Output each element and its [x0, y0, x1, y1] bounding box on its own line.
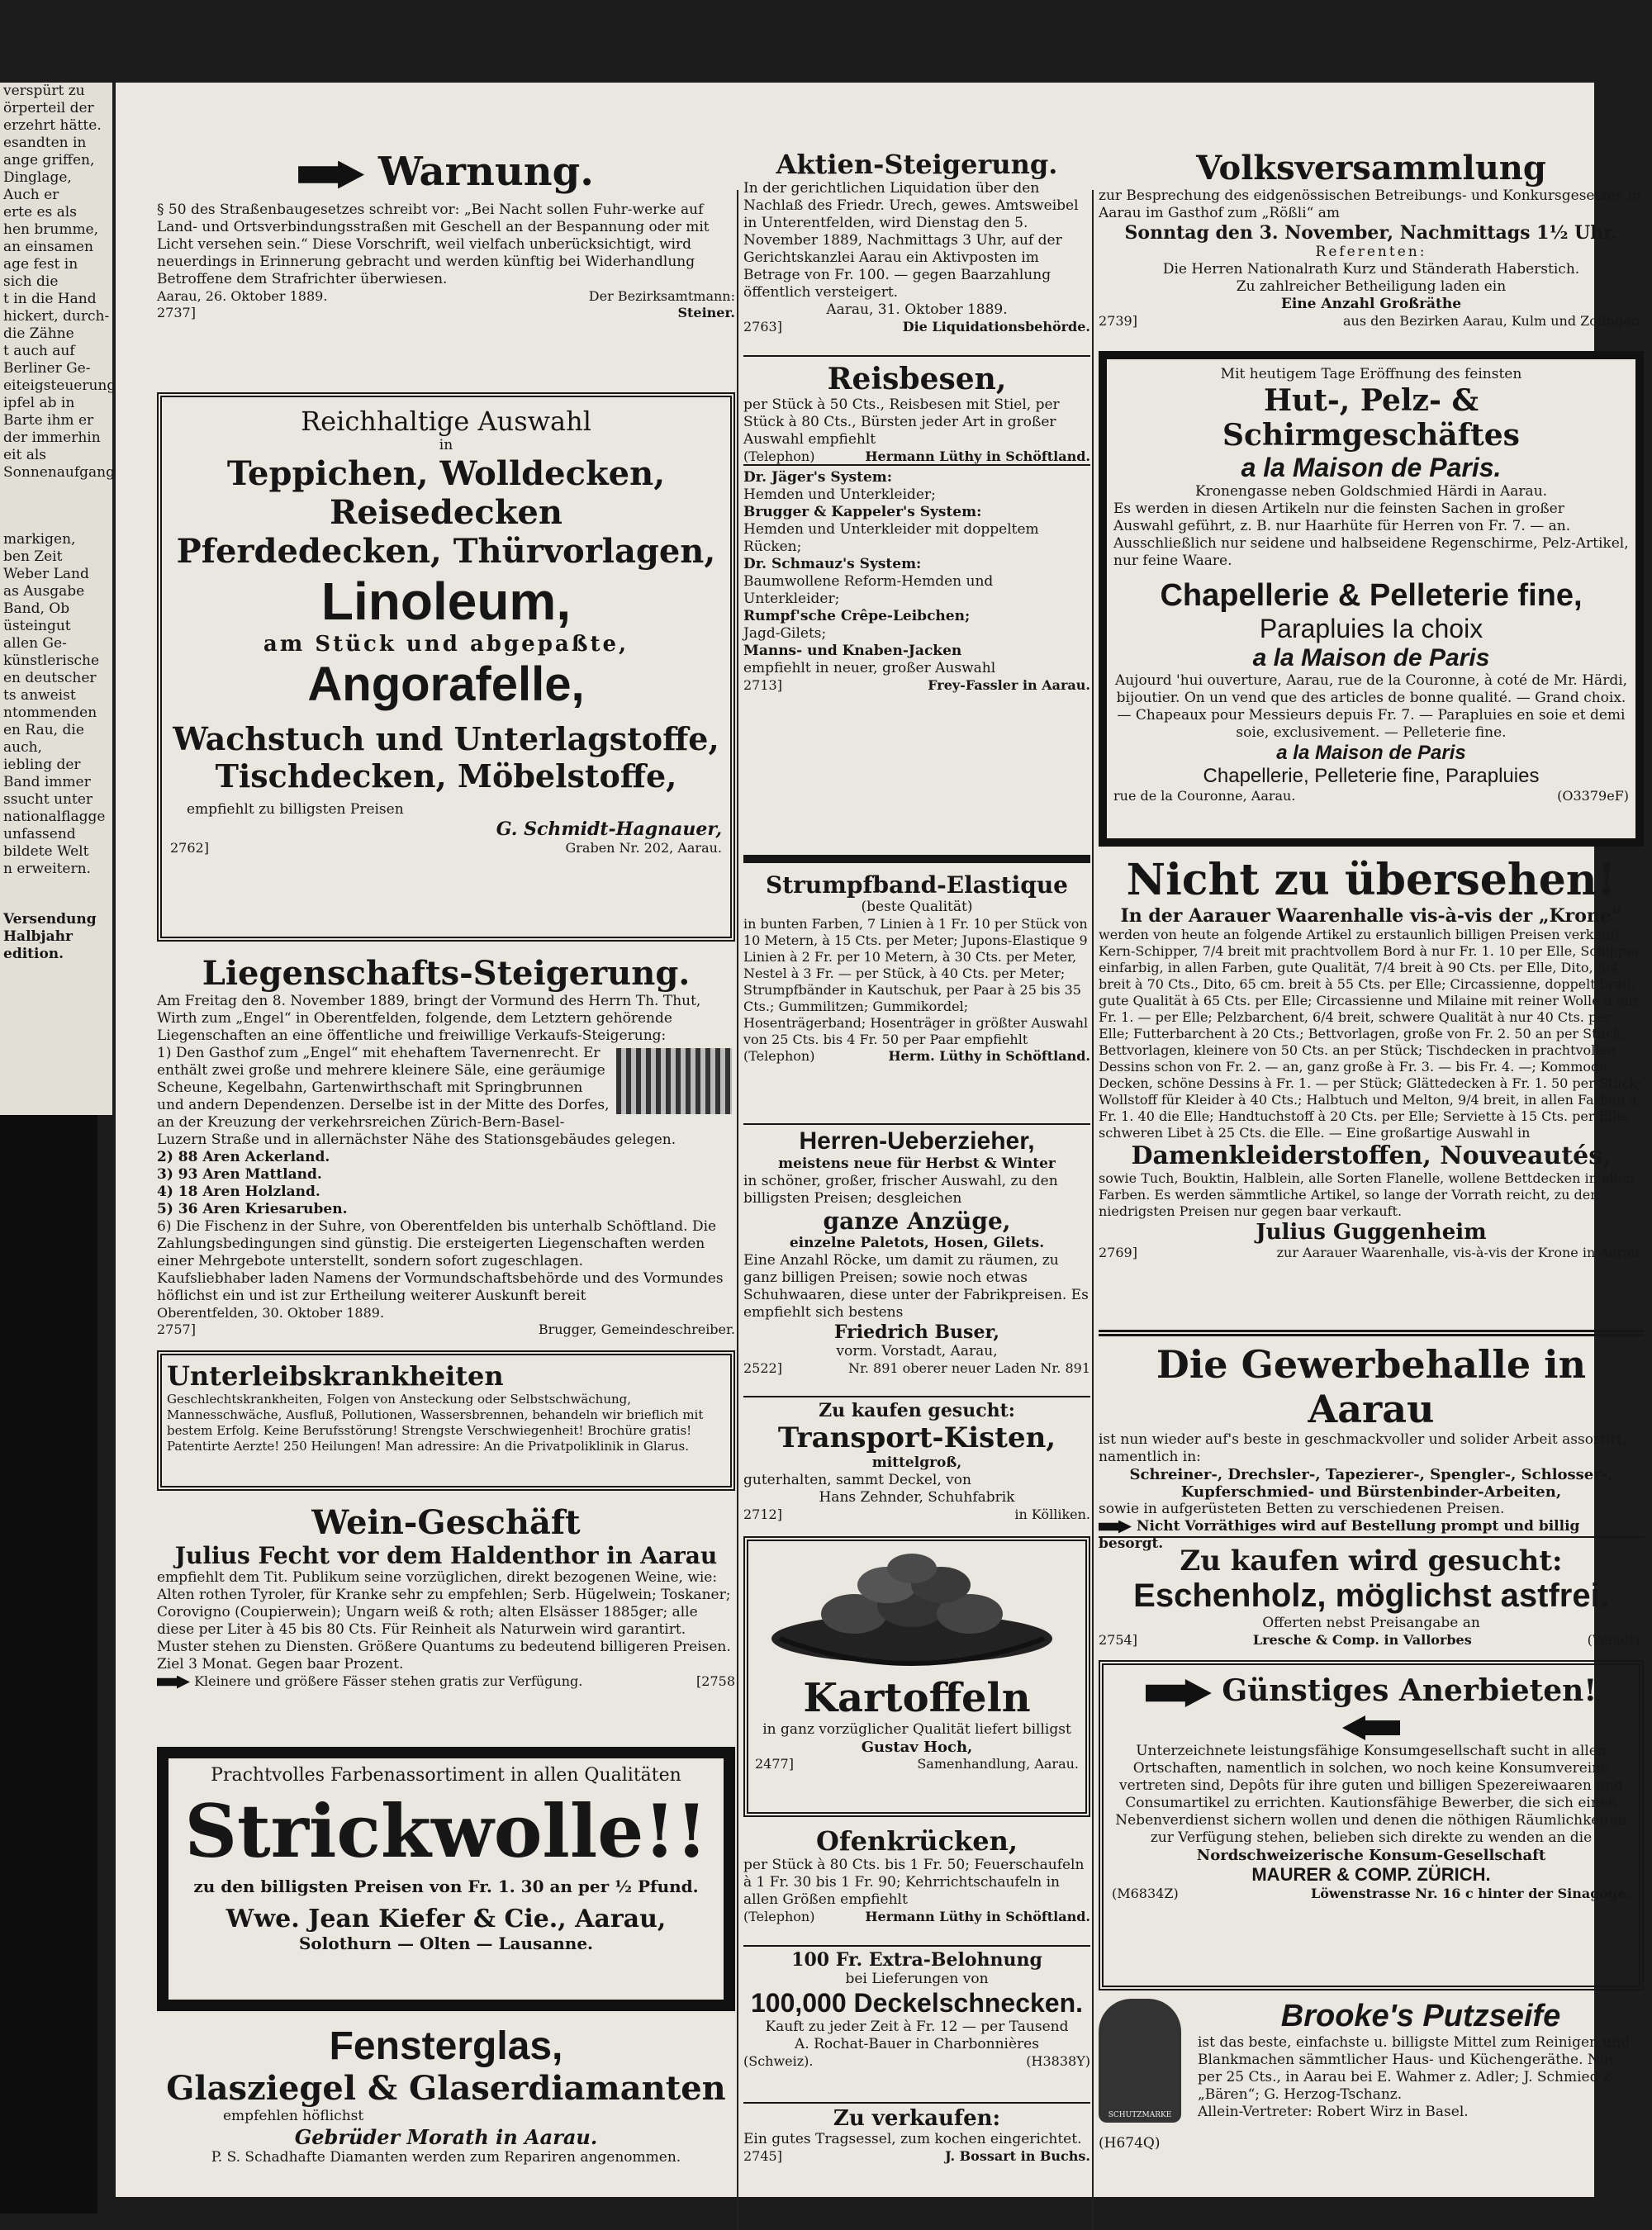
ad-foot: Nicht Vorräthiges wird auf Bestellung prompt und billig besorgt. — [1099, 1518, 1580, 1552]
ad-fr-maison: a la Maison de Paris — [1252, 644, 1490, 671]
ad-number: 2477] — [755, 1756, 794, 1772]
ad-sub: (beste Qualität) — [861, 899, 973, 915]
ad-firm: Hermann Lüthy in Schöftland. — [865, 448, 1090, 464]
ad-text: § 50 des Straßenbaugesetzes schreibt vor: „Bei Nacht sollen Fuhr-werke auf Land- und Ortsverbindungsstraßen mit Geschell an der Bespannung oder mit Licht versehen sein.“ Diese Vorschrift, weil vielfach unberücksichtigt, wird neuerdings in Erinnerung gebracht und werden künftig bei Widerhandlung Betroffene dem Strafrichter überwiesen. — [157, 202, 710, 287]
ad-number: 2769] — [1099, 1245, 1137, 1260]
ad-title: Ofenkrücken, — [816, 1825, 1018, 1857]
ad-firm: Gebrüder Morath in Aarau. — [294, 2125, 598, 2149]
ad-crafts: Schreiner-, Drechsler-, Tapezierer-, Spengler-, Schlosser-, Kupferschmied- und Bürstenbinder-Arbeiten, — [1129, 1466, 1613, 1501]
list-item: Hemden und Unterkleider; — [743, 486, 936, 503]
ad-intro: Am Freitag den 8. November 1889, bringt der Vormund des Herrn Th. Thut, Wirth zum „Engel“ in Oberentfelden, folgende, dem Letztern gehörende Liegenschaften an eine öffentliche und freiwillige Verkaufs-Steigerung: — [157, 993, 701, 1044]
ad-title: Unterleibskrankheiten — [167, 1360, 504, 1392]
list-item: Brugger & Kappeler's System: — [743, 504, 982, 520]
strip-line: Barte ihm er — [3, 412, 94, 429]
ad-text: guterhalten, sammt Deckel, von — [743, 1472, 971, 1488]
strip-line: Halbjahr — [3, 928, 73, 945]
ad-fr-line: Chapellerie, Pelleterie fine, Parapluies — [1203, 765, 1540, 787]
ad-ref-label: Referenten: — [1315, 244, 1427, 260]
ad-addr: Löwenstrasse Nr. 16 c hinter der Sinagoge. — [1310, 1886, 1631, 1901]
strip-line: Band, Ob — [3, 600, 70, 617]
ad-firm: Wwe. Jean Kiefer & Cie., Aarau, — [225, 1905, 667, 1933]
ad-brooke — [1099, 1999, 1644, 2189]
ad-title-2: ganze Anzüge, — [823, 1208, 1011, 1235]
ad-sub: mittelgroß, — [871, 1454, 962, 1471]
brooke-trademark-image — [1099, 1999, 1181, 2123]
ad-jaeger — [743, 469, 1090, 849]
pointing-hand-left-icon — [1342, 1715, 1400, 1740]
ad-number: [2758 — [696, 1673, 735, 1689]
strip-text-2 — [3, 531, 112, 878]
strip-line: örperteil der — [3, 100, 94, 116]
ad-title: Reisbesen, — [827, 362, 1007, 396]
list-item: Dr. Schmauz's System: — [743, 556, 922, 572]
ad-unterleib — [157, 1350, 735, 1491]
ad-address: Graben Nr. 202, Aarau. — [565, 840, 722, 856]
ad-invite: Zu zahlreicher Betheiligung laden ein — [1236, 278, 1507, 295]
list-item: 4) 18 Aren Holzland. — [157, 1184, 320, 1200]
ad-title: Die Gewerbehalle in Aarau — [1156, 1342, 1587, 1431]
trademark-badge: SCHUTZMARKE — [1108, 2111, 1172, 2119]
strip-line: ipfel ab in — [3, 395, 75, 411]
strip-line: n erweitern. — [3, 861, 91, 877]
ad-kartoffeln — [743, 1536, 1090, 1817]
place-date: Oberentfelden, 30. Oktober 1889. — [157, 1305, 385, 1321]
ad-title: Volksversammlung — [1196, 149, 1546, 187]
potato-basket-image — [755, 1548, 1069, 1672]
strip-line: Berliner Ge- — [3, 360, 91, 377]
ad-ofen — [743, 1825, 1090, 1941]
signature: Steiner. — [677, 305, 735, 320]
ad-firm: A. Rochat-Bauer in Charbonnières — [795, 2036, 1039, 2052]
ad-title: Fensterglas, — [329, 2024, 563, 2068]
strip-line: ntommenden — [3, 705, 97, 721]
ad-inner-box — [169, 1758, 724, 2000]
ad-text: empfiehlt dem Tit. Publikum seine vorzüglichen, direkt bezogenen Weine, wie: Alten rothen Tyroler, für Kranke sehr zu empfehlen; Serb. Hügelwein; Toskaner; Corovigno (Coupierwein); Ungarn weiß & roth; alten Elsässer 1885ger; alle diese per Liter à 45 bis 80 Cts. Für Reinheit als Naturwein wird garantirt. Muster stehen zu Diensten. Größere Quantums zu bedeutend billigeren Preisen. Ziel 3 Monat. Gegen baar Prozent. — [157, 1569, 731, 1672]
ad-agent: Allein-Vertreter: Robert Wirz in Basel. — [1198, 2104, 1469, 2120]
pointing-hand-icon — [1146, 1679, 1212, 1707]
ad-fr-text: Aujourd 'hui ouverture, Aarau, rue de la Couronne, à coté de Mr. Härdi, bijoutier. On un vend que des articles de bonne qualité. — Grand choix. — Chapeaux pour Messieurs depuis Fr. 7. — Parapluies en soie et demi soie, exclusivement. — Pelleterie fine. — [1114, 672, 1628, 741]
strip-line: allen Ge- — [3, 635, 67, 652]
ad-firm: G. Schmidt-Hagnauer, — [496, 818, 722, 840]
ad-fensterglas — [157, 2024, 735, 2189]
strip-line: nationalflagge — [3, 809, 106, 825]
ad-text-2: sowie Tuch, Bouktin, Halblein, alle Sorten Flanelle, wollene Bettdecken in allen Farben. Es werden sämmtliche Artikel, so lange der Vorrath reicht, zu den niedrigsten Preisen nur gegen baar verkauft. — [1099, 1170, 1635, 1219]
ad-line-7: Tischdecken, Möbelstoffe, — [215, 757, 677, 795]
ad-herren — [743, 1127, 1090, 1392]
ad-hut — [1099, 351, 1644, 847]
strip-line: an einsamen — [3, 239, 93, 255]
strip-line: edition. — [3, 946, 64, 962]
strip-line: ange griffen, — [3, 152, 95, 168]
list-item: 5) 36 Aren Kriesaruben. — [157, 1201, 348, 1217]
ad-subtitle: Julius Fecht vor dem Haldenthor in Aarau — [174, 1542, 718, 1569]
ad-sub-2: einzelne Paletots, Hosen, Gilets. — [789, 1235, 1045, 1251]
ad-inner-box — [1107, 359, 1635, 838]
strip-line: eiteigsteuerung — [3, 377, 116, 394]
ad-title: Transport-Kisten, — [777, 1421, 1056, 1454]
place-date: Aarau, 26. Oktober 1889. — [157, 288, 328, 304]
ad-line-6: Wachstuch und Unterlagstoffe, — [173, 720, 719, 757]
strip-line: auch, — [3, 739, 42, 756]
ad-code: (H3838Y) — [1026, 2053, 1090, 2069]
strip-line: Auch er — [3, 187, 59, 203]
ad-tel: (Telephon) — [743, 1048, 815, 1064]
ad-tel: (Telephon) — [743, 1909, 815, 1924]
strip-line: hickert, durch- — [3, 308, 110, 325]
ad-place: in Kölliken. — [1014, 1506, 1090, 1522]
ad-text: per Stück à 50 Cts., Reisbesen mit Stiel, per Stück à 80 Cts., Bürsten jeder Art in großer Auswahl empfiehlt — [743, 396, 1060, 448]
ad-place: (Schweiz). — [743, 2053, 814, 2069]
strip-line: künstlerische — [3, 652, 100, 669]
ad-number: 2737] — [157, 305, 196, 320]
strip-line: Versendung — [3, 911, 97, 928]
ad-title: Wein-Geschäft — [311, 1503, 581, 1542]
ad-firm: MAURER & COMP. ZÜRICH. — [1251, 1864, 1491, 1885]
ad-refs: Die Herren Nationalrath Kurz und Ständerath Haberstich. — [1162, 261, 1580, 278]
newspaper-page — [116, 83, 1644, 2197]
ad-maison: a la Maison de Paris. — [1241, 453, 1502, 482]
strip-line: ssucht unter — [3, 791, 93, 808]
list-item: 2) 88 Aren Ackerland. — [157, 1149, 330, 1165]
ad-firm: Julius Guggenheim — [1256, 1220, 1487, 1245]
ad-line-4: am Stück und abgepaßte, — [263, 632, 629, 657]
strip-line: sich die — [3, 273, 59, 290]
strip-line: t in die Hand — [3, 291, 97, 307]
ad-line-5: Angorafelle, — [307, 657, 585, 711]
ad-line-2: Pferdedecken, Thürvorlagen, — [176, 532, 716, 571]
ad-number: 2745] — [743, 2148, 782, 2164]
pointing-hand-icon — [157, 1676, 190, 1689]
strip-line: bildete Welt — [3, 843, 89, 860]
ad-text: empfiehlt in neuer, großer Auswahl — [743, 660, 996, 676]
ad-text: ist das beste, einfachste u. billigste Mittel zum Reinigen und Blankmachen sämmtlicher Haus- und Küchengeräthe. Nur per 25 Cts., in Aarau bei E. Wahmer z. Adler; J. Schmied z. „Bären“; G. Herzog-Tschanz. — [1198, 2034, 1631, 2103]
strip-line: esandten in — [3, 135, 87, 151]
ad-gewerbe — [1099, 1342, 1644, 1552]
ad-warnung — [157, 149, 735, 380]
ad-text: Es werden in diesen Artikeln nur die feinsten Sachen in großer Auswahl geführt, z. B. nur Haarhüte für Herren von Fr. 7. — an. Ausschließlich nur seidene und halbseidene Regenschirme, Pelz-Artikel, nur feine Waare. — [1113, 501, 1629, 569]
list-item: Jagd-Gilets; — [743, 625, 827, 642]
strip-line: üsteingut — [3, 618, 71, 634]
ad-text: Offerten nebst Preisangabe an — [1262, 1615, 1480, 1631]
ad-place: (Waadt). — [1587, 1632, 1644, 1648]
ad-text: Geschlechtskrankheiten, Folgen von Ansteckung oder Selbstschwächung, Mannesschwäche, Ausfluß, Pollutionen, Wassersbrennen, behandeln wir brieflich mit bestem Erfolg. Keine Berufsstörung! Strengste Verschwiegenheit! Brochüre gratis! Patentirte Aerzte! 250 Heilungen! Man adressire: An die Privatpoliklinik in Glarus. — [167, 1392, 704, 1454]
ad-number: 2712] — [743, 1506, 782, 1522]
ad-firm: J. Bossart in Buchs. — [945, 2148, 1090, 2164]
ad-text: Ein gutes Tragsessel, zum kochen eingerichtet. — [743, 2131, 1082, 2147]
ad-number: 2757] — [157, 1321, 196, 1337]
ad-title: Eschenholz, möglichst astfrei. — [1133, 1578, 1609, 1614]
ad-intro: Zu kaufen gesucht: — [819, 1400, 1015, 1421]
ad-strumpfband — [743, 871, 1090, 1119]
ad-firm: Frey-Fassler in Aarau. — [928, 677, 1090, 693]
ad-fr-title: Chapellerie & Pelleterie fine, — [1160, 578, 1583, 613]
ad-season: meistens neue für Herbst & Winter — [778, 1155, 1056, 1172]
strip-line: Band immer — [3, 774, 91, 790]
pointing-hand-icon — [1099, 1521, 1132, 1534]
ad-reisbesen — [743, 362, 1090, 464]
ad-line-1: Teppichen, Wolldecken, Reisedecken — [226, 454, 666, 532]
list-item: Baumwollene Reform-Hemden und Unterkleider; — [743, 573, 994, 607]
ad-text: in schöner, großer, frischer Auswahl, zu den billigsten Preisen; desgleichen — [743, 1173, 1058, 1207]
list-item: Dr. Jäger's System: — [743, 469, 893, 486]
ad-foot: Kleinere und größere Fässer stehen gratis zur Verfügung. — [194, 1673, 583, 1689]
strip-line: en deutscher — [3, 670, 97, 686]
strip-line: age fest in — [3, 256, 78, 273]
strip-line: t auch auf — [3, 343, 75, 359]
ad-addr: Kronengasse neben Goldschmied Härdi in Aarau. — [1194, 483, 1548, 500]
column-rule-2 — [1092, 190, 1094, 2230]
ad-cities: Solothurn — Olten — Lausanne. — [298, 1933, 594, 1953]
ad-teppiche — [157, 392, 735, 942]
ad-aktien — [743, 149, 1090, 351]
strip-text-3 — [3, 911, 112, 963]
signature: Die Liquidationsbehörde. — [902, 319, 1090, 334]
left-page-strip — [0, 83, 116, 1115]
ad-text: Unterzeichnete leistungsfähige Konsumgesellschaft sucht in allen Ortschaften, namentlich in solchen, wo noch keine Konsumvereine vertreten sind, Depôts für ihre guten und billigen Spezereiwaaren und Consumartikel zu errichten. Kautionsfähige Bewerber, die sich einen Nebenverdienst sichern wollen und denen die nöthigen Räumlichkeiten zur Verfügung stehen, belieben sich direkte zu wenden an die — [1115, 1743, 1627, 1846]
ad-nicht — [1099, 855, 1644, 1326]
column-rule-1 — [737, 190, 738, 2230]
ad-sub: bei Lieferungen von — [845, 1971, 989, 1987]
ad-title: Herren-Ueberzieher, — [799, 1127, 1035, 1155]
ad-title: Nicht zu übersehen! — [1126, 855, 1616, 905]
ad-intro: Mit heutigem Tage Eröffnung des feinsten — [1220, 366, 1522, 382]
strip-line: ts anweist — [3, 687, 76, 704]
ad-address: vorm. Vorstadt, Aarau, — [836, 1343, 998, 1359]
ad-code: (M6834Z) — [1112, 1886, 1179, 1901]
ad-title: Liegenschafts-Steigerung. — [202, 954, 691, 993]
left-dark-strip — [0, 1115, 97, 2213]
ad-subtitle: Glasziegel & Glaserdiamanten — [166, 2069, 726, 2108]
ad-address: Samenhandlung, Aarau. — [917, 1756, 1079, 1772]
ad-sub: In der Aarauer Waarenhalle vis-à-vis der „Krone“ — [1120, 905, 1622, 927]
list-item: 6) Die Fischenz in der Suhre, von Oberentfelden bis unterhalb Schöftland. Die Zahlungsbedingungen sind günstig. Die ersteigerten Liegenschaften werden einer Mehrgebote unterstellt, sondern sofort zugeschlagen. — [157, 1218, 717, 1269]
ad-recommend: empfehlen höflichst — [223, 2108, 364, 2124]
ad-title: Günstiges Anerbieten! — [1222, 1673, 1597, 1708]
strip-line: Weber Land — [3, 566, 89, 582]
ad-title: Brooke's Putzseife — [1280, 1999, 1561, 2033]
strip-line: erzehrt hätte. — [3, 117, 102, 134]
ad-intro: Zu kaufen wird gesucht: — [1180, 1544, 1563, 1578]
ad-addr: zur Aarauer Waarenhalle, vis-à-vis der Krone in Aarau. — [1276, 1245, 1644, 1260]
ad-text: werden von heute an folgende Artikel zu erstaunlich billigen Preisen verkauft: Kern-Schipper, 7/4 breit mit prachtvollem Bord à nur Fr. 1. 10 per Elle, Schipper, einfarbig, in allen Farben, gute Qualität, 7/4 breit à 90 Cts. per Elle, Dito, 5/4 breit à 70 Cts., Dito, 65 cm. breit à 55 Cts. per Elle; Circassienne, doppelt breit, gute Qualität à 65 Cts. per Elle; Circassienne und Milaine mit reiner Wolle à nur Fr. 1. — per Elle; Pelzbarchent, 6/4 breit, schwere Qualität à nur 40 Cts. per Elle; Futterbarchent à 20 Cts.; Bettvorlagen, große von Fr. 2. 50 an per Stück, Bettvorlagen, kleinere von 50 Cts. an per Stück; Tischdecken in prachtvollen Dessins schon von Fr. 2. — an, ganz große à Fr. 3. — bis Fr. 4. —; Kommode-Decken, schöne Dessins à Fr. 1. — per Stück; Glättedecken à Fr. 1. 50 per Stück; Wollstoff für Kleider à 40 Cts.; Halbtuch und Melton, 9/4 breit, in allen Farben à Fr. 1. 40 die Elle; Handtuchstoff à 20 Cts. per Elle; Serviette à 15 Cts. per Elle; schweren Libet à 25 Cts. die Elle. — Eine großartige Auswahl in — [1099, 927, 1644, 1141]
ad-title: Warnung. — [377, 149, 594, 195]
strip-line: hen brumme, — [3, 221, 99, 238]
strip-line: verspürt zu — [3, 83, 85, 99]
ad-recommend: empfiehlt zu billigsten Preisen — [187, 801, 404, 818]
ad-number: 2522] — [743, 1360, 782, 1376]
ad-firm: Herm. Lüthy in Schöftland. — [888, 1048, 1090, 1064]
strip-text-1 — [3, 83, 116, 482]
signature: Brugger, Gemeindeschreiber. — [538, 1321, 735, 1337]
ad-text-2: sowie in aufgerüsteten Betten zu verschiedenen Preisen. — [1099, 1501, 1505, 1517]
ad-firm: Hermann Lüthy in Schöftland. — [865, 1909, 1090, 1924]
ad-text: Kauft zu jeder Zeit à Fr. 12 — per Tausend — [765, 2019, 1069, 2035]
ad-title: Hut-, Pelz- & Schirmgeschäftes — [1222, 383, 1520, 453]
ad-text: ist nun wieder auf's beste in geschmackvoller und solider Arbeit assortirt, namentlich in: — [1099, 1431, 1627, 1465]
ad-code: (H674Q) — [1099, 2135, 1161, 2152]
ad-text: per Stück à 80 Cts. bis 1 Fr. 50; Feuerschaufeln à 1 Fr. 30 bis 1 Fr. 90; Kehrrichtschaufeln in allen Größen empfiehlt — [743, 1857, 1085, 1908]
ad-intro: Prachtvolles Farbenassortiment in allen Qualitäten — [211, 1765, 681, 1786]
ad-line-3: Linoleum, — [320, 572, 572, 631]
place-date: Aarau, 31. Oktober 1889. — [826, 301, 1008, 318]
ad-number: 2762] — [170, 840, 209, 856]
strip-line: erte es als — [3, 204, 77, 221]
strip-line: der immerhin — [3, 429, 101, 446]
list-item: Kaufsliebhaber laden Namens der Vormundschaftsbehörde und des Vormundes höflichst ein und ist zur Ertheilung weiterer Auskunft bereit — [157, 1270, 724, 1304]
strip-line: die Zähne — [3, 325, 74, 342]
ad-title: Aktien-Steigerung. — [776, 149, 1058, 180]
ad-text: In der gerichtlichen Liquidation über den Nachlaß des Friedr. Urech, gewes. Amtsweibel in Unterentfelden, wird Dienstag den 5. November 1889, Nachmittags 3 Uhr, auf der Gerichtskanzlei Aarau ein Aktivposten im Betrage von Fr. 100. — gegen Baarzahlung öffentlich versteigert. — [743, 180, 1079, 301]
strip-line: as Ausgabe — [3, 583, 85, 600]
strip-line: unfassend — [3, 826, 76, 842]
ad-fr-maison-2: a la Maison de Paris — [1276, 742, 1466, 764]
ad-title: 100 Fr. Extra-Belohnung — [791, 1949, 1042, 1971]
ad-ps: P. S. Schadhafte Diamanten werden zum Repariren angenommen. — [211, 2149, 681, 2166]
ad-code: (O3379eF) — [1557, 788, 1629, 804]
ad-title: Zu verkaufen: — [833, 2106, 1001, 2131]
ad-price: zu den billigsten Preisen von Fr. 1. 30 an per ½ Pfund. — [193, 1877, 699, 1896]
ad-text: in ganz vorzüglicher Qualität liefert billigst — [762, 1721, 1071, 1738]
ad-firm: Friedrich Buser, — [833, 1321, 1000, 1343]
ad-dam: Damenkleiderstoffen, Nouveautés, — [1131, 1141, 1612, 1170]
ad-wein — [157, 1503, 735, 1734]
strip-line: ben Zeit — [3, 548, 63, 565]
pointing-hand-icon — [298, 161, 364, 189]
strip-line: markigen, — [3, 531, 76, 548]
ad-title: Strickwolle!! — [184, 1788, 708, 1874]
ad-number: 2739] — [1099, 313, 1137, 329]
ad-fr-sub: Parapluies Ia choix — [1259, 614, 1483, 643]
strip-line: Dinglage, — [3, 169, 72, 186]
ad-volks — [1099, 149, 1644, 339]
ad-verkaufen — [743, 2106, 1090, 2197]
ad-firm: Gustav Hoch, — [861, 1739, 973, 1756]
ad-eschen — [1099, 1544, 1644, 1652]
inn-building-image — [616, 1048, 732, 1114]
ad-firm: Lresche & Comp. in Vallorbes — [1252, 1632, 1472, 1648]
ad-text-2: Eine Anzahl Röcke, um damit zu räumen, zu ganz billigen Preisen; sowie noch etwas Schuhwaaren, diese unter der Fabrikpreisen. Es empfiehlt sich bestens — [743, 1252, 1089, 1321]
ad-guenstig — [1099, 1660, 1644, 1990]
ad-number: 2713] — [743, 677, 782, 693]
item-list — [743, 469, 1090, 660]
ad-firm: Eine Anzahl Großräthe — [1280, 296, 1462, 312]
list-item: Manns- und Knaben-Jacken — [743, 643, 962, 659]
ad-title: Strumpfband-Elastique — [766, 871, 1068, 899]
ad-date: Sonntag den 3. November, Nachmittags 1½ Uhr. — [1124, 222, 1618, 244]
ad-districts: aus den Bezirken Aarau, Kulm und Zofingen. — [1342, 313, 1644, 329]
ad-text: zur Besprechung des eidgenössischen Betreibungs- und Konkursgesetzes in Aarau im Gasthof zum „Rößli“ am — [1099, 187, 1641, 221]
strip-line: en Rau, die — [3, 722, 84, 738]
list-item: 1) Den Gasthof zum „Engel“ mit ehehaftem Tavernenrecht. Er enthält zwei große und mehrere kleinere Säle, eine geräumige Scheune, Kegelbahn, Gartenwirthschaft mit Springbrunnen und andern Dependenzen. Derselbe ist in der Mitte des Dorfes, an der Kreuzung der verkehrsreichen Zürich-Bern-Basel-Luzern Straße und in allernächster Nähe des Stationsgebäudes gelegen. — [157, 1045, 676, 1148]
strip-line: eit als — [3, 447, 47, 463]
list-item: 3) 93 Aren Mattland. — [157, 1166, 322, 1183]
ad-strickwolle — [157, 1747, 735, 2011]
list-item: Hemden und Unterkleider mit doppeltem Rücken; — [743, 521, 1039, 555]
ad-text: in bunten Farben, 7 Linien à 1 Fr. 10 per Stück von 10 Metern, à 15 Cts. per Meter; Jupons-Elastique 9 Linien à 2 Fr. per 10 Metern, à 30 Cts. per Meter, Nestel à 3 Fr. — per Stück, à 40 Cts. per Meter; Strumpfbänder in Kautschuk, per Paar à 25 bis 35 Cts.; Gummilitzen; Gummikordel; Hosenträgerband; Hosenträger in größter Auswahl von 25 Cts. bis 4 Fr. 50 per Paar empfiehlt — [743, 916, 1089, 1047]
strip-line: iebling der — [3, 757, 81, 773]
ad-org: Nordschweizerische Konsum-Gesellschaft — [1196, 1847, 1546, 1864]
ad-big: 100,000 Deckelschnecken. — [750, 1988, 1084, 2018]
ad-number: 2754] — [1099, 1632, 1137, 1648]
sender: Der Bezirksamtmann: — [588, 288, 735, 304]
list-item: Rumpf'sche Crêpe-Leibchen; — [743, 608, 971, 624]
ad-number: 2763] — [743, 319, 782, 334]
ad-fr-addr: rue de la Couronne, Aarau. — [1113, 788, 1296, 804]
ad-tel: (Telephon) — [743, 448, 815, 464]
ad-intro: Reichhaltige Auswahl — [301, 406, 591, 437]
ad-title: Kartoffeln — [803, 1675, 1031, 1721]
ad-liegenschaft — [157, 954, 735, 1342]
ad-kisten — [743, 1400, 1090, 1532]
strip-line: Sonnenaufgang — [3, 464, 116, 481]
ad-in: in — [439, 437, 453, 453]
ad-new-address: Nr. 891 oberer neuer Laden Nr. 891 — [847, 1360, 1090, 1376]
ad-deckel — [743, 1949, 1090, 2098]
ad-firm: Hans Zehnder, Schuhfabrik — [819, 1489, 1015, 1506]
